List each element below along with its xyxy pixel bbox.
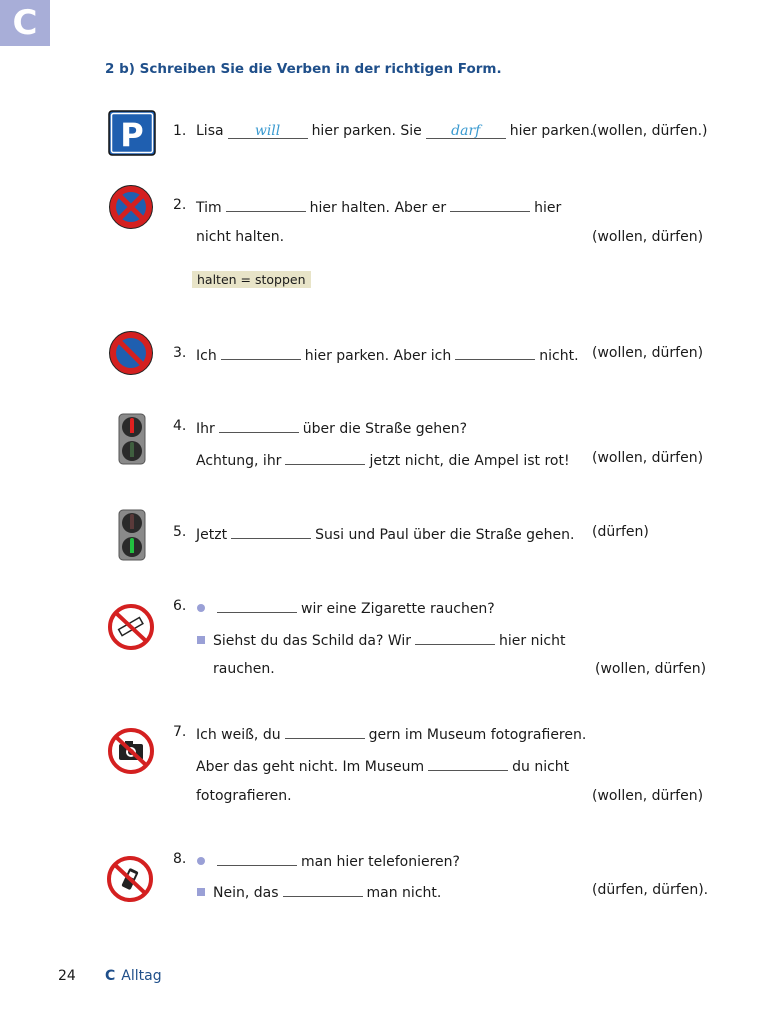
text-segment: Nein, das xyxy=(213,885,279,901)
text-segment: hier parken. xyxy=(509,123,595,139)
answer-blank[interactable] xyxy=(231,524,311,539)
answer-blank[interactable] xyxy=(285,450,365,465)
exercise-number: 8. xyxy=(173,851,187,867)
answer-blank-1[interactable]: will xyxy=(228,124,308,139)
exercise-6-line-1 xyxy=(197,598,495,617)
answer-blank[interactable] xyxy=(221,345,301,360)
speaker-b-bullet xyxy=(197,636,205,644)
chapter-corner-badge: C xyxy=(0,0,50,46)
exercise-6-line-3: rauchen. xyxy=(213,661,275,677)
exercise-number: 3. xyxy=(173,345,187,361)
no-photography-sign-icon xyxy=(106,727,156,775)
exercise-1-line xyxy=(196,123,594,139)
exercise-6-line-2 xyxy=(197,630,565,649)
verb-hint: (wollen, dürfen) xyxy=(595,661,707,677)
answer-blank[interactable] xyxy=(450,197,530,212)
page-number: 24 xyxy=(58,968,76,984)
exercise-number: 6. xyxy=(173,598,187,614)
text-segment: Susi und Paul über die Straße gehen. xyxy=(315,527,575,543)
traffic-light-red-icon xyxy=(118,413,146,465)
exercise-2-line-1 xyxy=(196,197,561,216)
answer-blank[interactable] xyxy=(428,756,508,771)
text-segment: Ich xyxy=(196,348,217,364)
text-segment: Ihr xyxy=(196,421,215,437)
svg-text:P: P xyxy=(120,116,144,154)
exercise-4-line-2 xyxy=(196,450,570,469)
exercise-number: 5. xyxy=(173,524,187,540)
exercise-7-line-3: fotografieren. xyxy=(196,788,292,804)
exercise-8-line-1 xyxy=(197,851,460,870)
answer-blank[interactable] xyxy=(217,598,297,613)
exercise-heading: 2 b) Schreiben Sie die Verben in der richtigen Form. xyxy=(105,61,502,77)
text-segment: über die Straße gehen? xyxy=(302,421,468,437)
no-stopping-sign-icon xyxy=(107,184,155,230)
verb-hint: (wollen, dürfen.) xyxy=(592,123,708,139)
answer-blank[interactable] xyxy=(415,630,495,645)
text-segment: Aber das geht nicht. Im Museum xyxy=(196,759,425,775)
traffic-light-green-icon xyxy=(118,509,146,561)
text-segment: jetzt nicht, die Ampel ist rot! xyxy=(369,453,570,469)
answer-blank[interactable] xyxy=(285,724,365,739)
verb-hint: (dürfen) xyxy=(592,524,649,540)
chapter-title: Alltag xyxy=(121,968,162,984)
exercise-8-line-2 xyxy=(197,882,441,901)
parking-sign-icon xyxy=(108,110,156,156)
text-segment: du nicht xyxy=(512,759,570,775)
exercise-number: 1. xyxy=(173,123,187,139)
verb-hint: (wollen, dürfen) xyxy=(592,450,704,466)
answer-blank[interactable] xyxy=(219,418,299,433)
exercise-7-line-1 xyxy=(196,724,586,743)
answer-blank[interactable] xyxy=(455,345,535,360)
answer-blank[interactable] xyxy=(217,851,297,866)
text-segment: hier parken. Sie xyxy=(311,123,422,139)
text-segment: Ich weiß, du xyxy=(196,727,281,743)
verb-hint: (wollen, dürfen) xyxy=(592,345,704,361)
text-segment: Tim xyxy=(196,200,222,216)
text-segment: wir eine Zigarette rauchen? xyxy=(301,601,495,617)
verb-hint: (dürfen, dürfen). xyxy=(592,882,709,898)
chapter-footer xyxy=(105,968,162,984)
exercise-3-line xyxy=(196,345,579,364)
text-segment: Lisa xyxy=(196,123,224,139)
chapter-letter: C xyxy=(105,968,116,984)
speaker-b-bullet xyxy=(197,888,205,896)
text-segment: gern im Museum fotografieren. xyxy=(368,727,587,743)
exercise-number: 7. xyxy=(173,724,187,740)
text-segment: Jetzt xyxy=(196,527,228,543)
text-segment: Siehst du das Schild da? Wir xyxy=(213,633,412,649)
vocabulary-note: halten = stoppen xyxy=(192,271,311,288)
exercise-number: 2. xyxy=(173,197,187,213)
text-segment: hier parken. Aber ich xyxy=(304,348,452,364)
no-parking-sign-icon xyxy=(107,330,155,376)
answer-blank-2[interactable]: darf xyxy=(426,124,506,139)
text-segment: nicht. xyxy=(539,348,579,364)
exercise-7-line-2 xyxy=(196,756,569,775)
no-smoking-sign-icon xyxy=(106,603,156,651)
verb-hint: (wollen, dürfen) xyxy=(592,229,704,245)
text-segment: hier xyxy=(534,200,562,216)
text-segment: Achtung, ihr xyxy=(196,453,282,469)
exercise-number: 4. xyxy=(173,418,187,434)
exercise-5-line xyxy=(196,524,574,543)
speaker-a-bullet xyxy=(197,604,205,612)
text-segment: hier nicht xyxy=(499,633,566,649)
text-segment: hier halten. Aber er xyxy=(309,200,447,216)
exercise-4-line-1 xyxy=(196,418,467,437)
text-segment: man hier telefonieren? xyxy=(301,854,460,870)
answer-blank[interactable] xyxy=(226,197,306,212)
no-phone-sign-icon xyxy=(105,855,155,903)
speaker-a-bullet xyxy=(197,857,205,865)
text-segment: man nicht. xyxy=(366,885,442,901)
answer-blank[interactable] xyxy=(283,882,363,897)
exercise-2-line-2: nicht halten. xyxy=(196,229,285,245)
verb-hint: (wollen, dürfen) xyxy=(592,788,704,804)
